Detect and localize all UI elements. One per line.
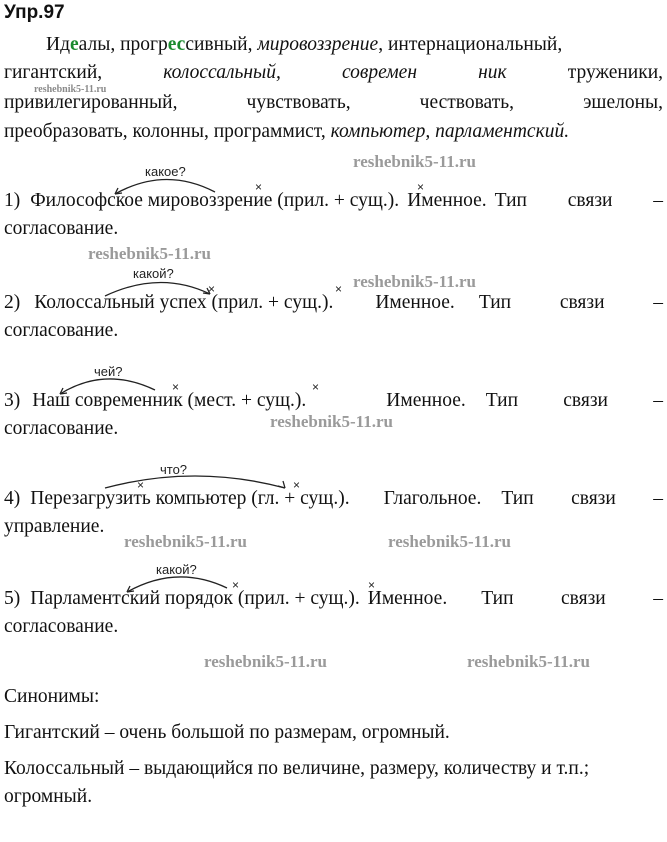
item-type: Именное. (367, 588, 448, 609)
intro-segment: компьютер, парламентский. (330, 121, 570, 142)
watermark: reshebnik5-11.ru (467, 652, 590, 671)
intro-segment: труженики, (567, 62, 664, 83)
watermark: reshebnik5-11.ru (204, 652, 327, 671)
watermark: reshebnik5-11.ru (388, 532, 511, 551)
intro-segment: колоссальный, (163, 62, 281, 83)
cross-mark: × (368, 578, 376, 592)
intro-segment: ес (167, 34, 186, 55)
watermark: reshebnik5-11.ru (270, 412, 393, 431)
item-4-cont: управление. (4, 516, 105, 537)
watermark: reshebnik5-11.ru (124, 532, 247, 551)
question-label: чей? (94, 364, 123, 379)
intro-segment: современ (341, 62, 418, 83)
synonym-line-3: огромный. (4, 786, 93, 807)
cross-mark: × (312, 380, 320, 394)
cross-mark: × (232, 578, 240, 592)
intro-segment: алы, прогр (78, 34, 168, 55)
intro-segment: чествовать, (419, 92, 514, 113)
intro-segment: преобразовать, колонны, программист, (4, 121, 331, 142)
item-2-cont: согласование. (4, 320, 119, 341)
item-2-line (4, 292, 663, 314)
intro-segment: , интернациональный, (378, 34, 563, 55)
item-number: 2) (4, 292, 21, 313)
intro-segment: Ид (46, 34, 71, 55)
question-label: какой? (156, 562, 197, 577)
small-watermark: reshebnik5-11.ru (34, 84, 107, 95)
question-label: что? (160, 462, 188, 477)
cross-mark: × (417, 180, 425, 194)
intro-segment: чувствовать, (246, 92, 351, 113)
item-type: Именное. (375, 292, 455, 313)
intro-segment: е (70, 34, 79, 55)
cross-mark: × (137, 478, 145, 492)
item-5-line (4, 588, 663, 610)
watermark: reshebnik5-11.ru (353, 152, 476, 171)
watermark: reshebnik5-11.ru (88, 244, 211, 263)
item-4-line (4, 488, 663, 510)
cross-mark: × (293, 478, 301, 492)
synonym-line-1: Гигантский – очень большой по размерам, огромный. (4, 722, 450, 743)
intro-line-1 (46, 34, 663, 56)
intro-line-2 (4, 62, 663, 84)
item-3-cont: согласование. (4, 418, 119, 439)
question-label: какое? (145, 164, 186, 179)
item-phrase: Наш современник (мест. + сущ.). (32, 390, 307, 411)
intro-line-3 (4, 92, 663, 114)
item-phrase: Философское мировоззрение (прил. + сущ.). (30, 190, 400, 211)
item-type: Глагольное. (383, 488, 482, 509)
item-link: Тип связи – (478, 292, 663, 313)
item-phrase: Парламентский порядок (прил. + сущ.). (30, 588, 360, 609)
synonyms-heading: Синонимы: (4, 686, 100, 707)
item-3-line (4, 390, 663, 412)
item-number: 4) (4, 488, 21, 509)
intro-segment: гигантский, (4, 62, 103, 83)
cross-mark: × (255, 180, 263, 194)
item-1-cont: согласование. (4, 218, 119, 239)
intro-segment: мировоззрение (257, 34, 379, 55)
item-phrase: Перезагрузить компьютер (гл. + сущ.). (30, 488, 350, 509)
item-link: Тип связи – (494, 190, 663, 211)
item-type: Именное. (386, 390, 466, 411)
item-link: Тип связи – (501, 488, 663, 509)
item-link: Тип связи – (481, 588, 663, 609)
intro-segment: ник (478, 62, 507, 83)
question-label: какой? (133, 266, 174, 281)
item-number: 3) (4, 390, 21, 411)
item-link: Тип связи – (485, 390, 663, 411)
item-5-cont: согласование. (4, 616, 119, 637)
item-phrase: Колоссальный успех (прил. + сущ.). (34, 292, 334, 313)
item-type: Именное. (407, 190, 487, 211)
intro-line-4 (4, 121, 569, 143)
synonym-line-2: Колоссальный – выдающийся по величине, размеру, количеству и т.п.; (4, 758, 590, 779)
item-number: 1) (4, 190, 21, 211)
watermark: reshebnik5-11.ru (353, 272, 476, 291)
intro-segment: сивный, (185, 34, 258, 55)
cross-mark: × (172, 380, 180, 394)
item-number: 5) (4, 588, 21, 609)
item-1-line (4, 190, 663, 212)
exercise-title: Упр.97 (4, 2, 65, 23)
cross-mark: × (335, 282, 343, 296)
intro-segment: привилегированный, (4, 92, 178, 113)
cross-mark: × (208, 282, 216, 296)
intro-segment: эшелоны, (583, 92, 663, 113)
